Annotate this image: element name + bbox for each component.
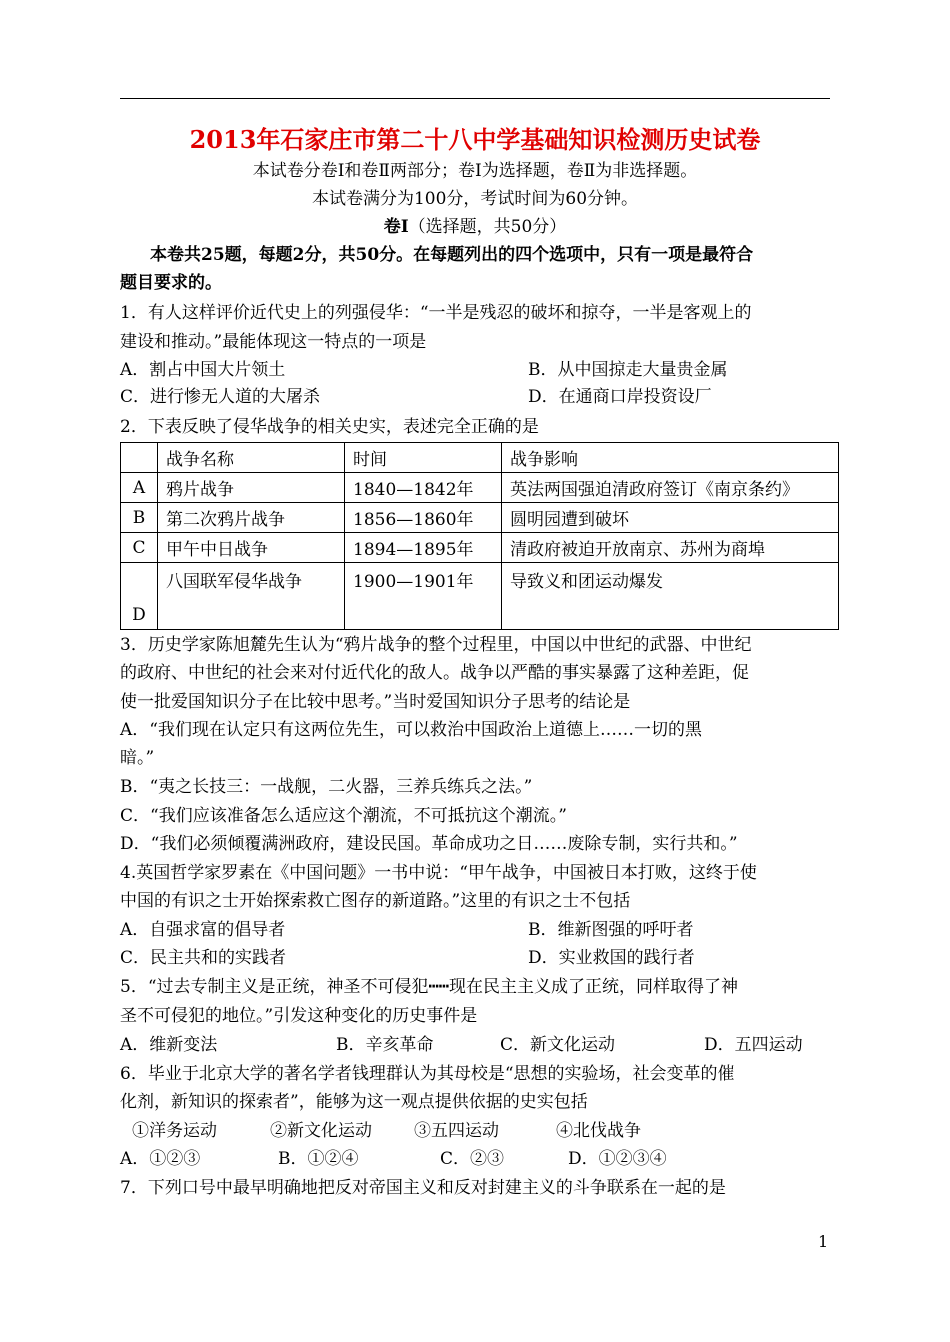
section-heading (0, 216, 950, 238)
instructions-line-2: 题目要求的。 (120, 273, 222, 293)
q6-item-1: ①洋务运动 (132, 1121, 217, 1141)
q5-option-b: B．辛亥革命 (336, 1035, 434, 1055)
q5-stem-1: 5．“过去专制主义是正统，神圣不可侵犯┅┅现在民主主义成了正统，同样取得了神 (120, 977, 738, 997)
q6-option-a: A．①②③ (120, 1149, 201, 1169)
table-cell: A (121, 473, 158, 503)
table-row (121, 563, 839, 630)
table-cell: 导致义和团运动爆发 (502, 563, 839, 630)
q1-stem-2: 建设和推动。”最能体现这一特点的一项是 (120, 332, 427, 352)
q7-stem: 7．下列口号中最早明确地把反对帝国主义和反对封建主义的斗争联系在一起的是 (120, 1178, 726, 1198)
table-cell: 圆明园遭到破坏 (502, 503, 839, 533)
q3-stem-3: 使一批爱国知识分子在比较中思考。”当时爱国知识分子思考的结论是 (120, 692, 631, 712)
q6-option-b: B．①②④ (278, 1149, 359, 1169)
q6-stem-2: 化剂，新知识的探索者”，能够为这一观点提供依据的史实包括 (120, 1092, 588, 1112)
section-label: 卷Ⅰ (383, 217, 409, 237)
q1-option-c: C．进行惨无人道的大屠杀 (120, 387, 321, 407)
table-cell: 1840—1842年 (345, 473, 502, 503)
page-number: 1 (818, 1232, 829, 1251)
q6-option-c: C．②③ (440, 1149, 505, 1169)
q1-option-a: A．割占中国大片领土 (120, 360, 286, 380)
table-cell: 英法两国强迫清政府签订《南京条约》 (502, 473, 839, 503)
q5-option-c: C．新文化运动 (500, 1035, 616, 1055)
q6-item-2: ②新文化运动 (270, 1121, 372, 1141)
q3-stem-2: 的政府、中世纪的社会来对付近代化的敌人。战争以严酷的事实暴露了这种差距，促 (120, 663, 749, 683)
table-row (121, 533, 839, 563)
q5-option-a: A．维新变法 (120, 1035, 218, 1055)
q4-option-a: A．自强求富的倡导者 (120, 920, 286, 940)
q5-stem-2: 圣不可侵犯的地位。”引发这种变化的历史事件是 (120, 1006, 478, 1026)
table-cell: 甲午中日战争 (158, 533, 345, 563)
section-note: （选择题，共50分） (408, 217, 567, 237)
table-cell: B (121, 503, 158, 533)
table-header-row (121, 443, 839, 473)
table-cell: 1894—1895年 (345, 533, 502, 563)
table-cell: 1856—1860年 (345, 503, 502, 533)
table-cell: D (121, 563, 158, 630)
q6-item-4: ④北伐战争 (556, 1121, 641, 1141)
intro-line-1: 本试卷分卷Ⅰ和卷Ⅱ两部分；卷Ⅰ为选择题，卷Ⅱ为非选择题。 (252, 161, 698, 181)
q4-stem-1: 4.英国哲学家罗素在《中国问题》一书中说：“甲午战争，中国被日本打败，这终于使 (120, 863, 757, 883)
instructions-line-1: 本卷共25题，每题2分，共50分。在每题列出的四个选项中，只有一项是最符合 (150, 245, 754, 265)
q4-option-c: C．民主共和的实践者 (120, 948, 287, 968)
table-cell: 八国联军侵华战争 (158, 563, 345, 630)
q6-option-d: D．①②③④ (568, 1149, 667, 1169)
page-title: 2013年石家庄市第二十八中学基础知识检测历史试卷 (189, 125, 761, 154)
q3-option-c: C．“我们应该准备怎么适应这个潮流，不可抵抗这个潮流。” (120, 806, 567, 826)
q2-stem: 2．下表反映了侵华战争的相关史实，表述完全正确的是 (120, 417, 539, 437)
q5-option-d: D．五四运动 (704, 1035, 803, 1055)
q1-option-d: D．在通商口岸投资设厂 (528, 387, 712, 407)
table-row (121, 503, 839, 533)
table-cell: C (121, 533, 158, 563)
q1-option-b: B．从中国掠走大量贵金属 (528, 360, 728, 380)
table-cell: 鸦片战争 (158, 473, 345, 503)
q3-option-d: D．“我们必须倾覆满洲政府，建设民国。革命成功之日……废除专制，实行共和。” (120, 834, 738, 854)
q3-option-b: B．“夷之长技三：一战舰，二火器，三养兵练兵之法。” (120, 777, 533, 797)
table-header-cell: 时间 (345, 443, 502, 473)
table-header-cell: 战争影响 (502, 443, 839, 473)
q3-option-a: A．“我们现在认定只有这两位先生，可以救治中国政治上道德上……一切的黑 (120, 720, 702, 740)
q6-stem-1: 6．毕业于北京大学的著名学者钱理群认为其母校是“思想的实验场，社会变革的催 (120, 1064, 735, 1084)
q4-stem-2: 中国的有识之士开始探索救亡图存的新道路。”这里的有识之士不包括 (120, 891, 631, 911)
q3-stem-1: 3．历史学家陈旭麓先生认为“鸦片战争的整个过程里，中国以中世纪的武器、中世纪 (120, 635, 752, 655)
q6-item-3: ③五四运动 (414, 1121, 499, 1141)
q3-option-a-cont: 暗。” (120, 748, 155, 768)
table-header-cell (121, 443, 158, 473)
intro-line-2: 本试卷满分为100分，考试时间为60分钟。 (311, 189, 639, 209)
table-cell: 1900—1901年 (345, 563, 502, 630)
header-rule (120, 98, 830, 99)
table-header-cell: 战争名称 (158, 443, 345, 473)
q1-stem-1: 1．有人这样评价近代史上的列强侵华：“一半是残忍的破坏和掠夺，一半是客观上的 (120, 303, 752, 323)
q4-option-d: D．实业救国的践行者 (528, 948, 695, 968)
table-cell: 第二次鸦片战争 (158, 503, 345, 533)
q2-table (120, 442, 839, 630)
table-cell: 清政府被迫开放南京、苏州为商埠 (502, 533, 839, 563)
q4-option-b: B．维新图强的呼吁者 (528, 920, 694, 940)
table-row (121, 473, 839, 503)
